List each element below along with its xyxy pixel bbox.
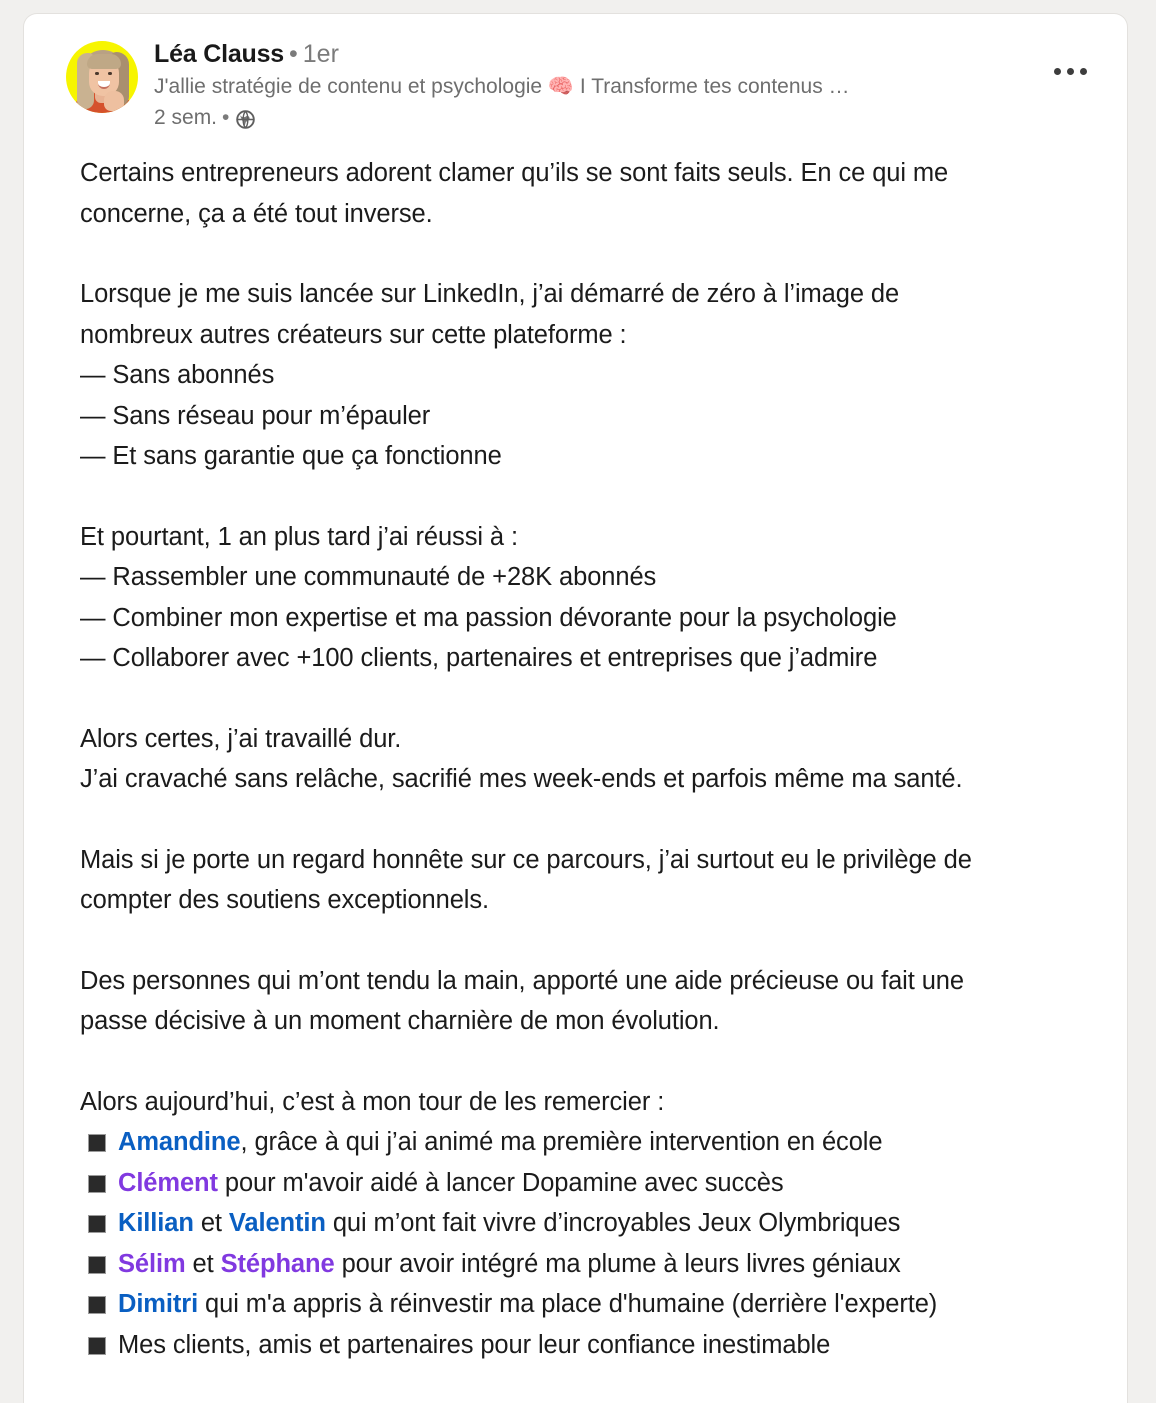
thanks-list-item: [80, 1163, 1071, 1204]
square-bullet-icon: [88, 1337, 106, 1355]
avatar-eye-left: [95, 72, 99, 75]
post-paragraph: Alors aujourd’hui, c’est à mon tour de les remercier :: [80, 1087, 665, 1116]
post-list-item: — Combiner mon expertise et ma passion dévorante pour la psychologie: [80, 603, 897, 632]
square-bullet-icon: [88, 1134, 106, 1152]
post-paragraph: Certains entrepreneurs adorent clamer qu’ils se sont faits seuls. En ce qui me: [80, 159, 949, 187]
ellipsis-dot-3: [1080, 68, 1087, 75]
post-body-text: [80, 153, 1071, 1365]
thanks-list-item-text: Sélim et Stéphane pour avoir intégré ma plume à leurs livres géniaux: [118, 1249, 901, 1278]
mention-link[interactable]: Amandine: [118, 1128, 241, 1156]
post-list-item: — Et sans garantie que ça fonctionne: [80, 442, 502, 470]
author-separator: •: [289, 40, 298, 68]
post-list-item: — Sans abonnés: [80, 361, 275, 389]
mention-link[interactable]: Stéphane: [220, 1249, 335, 1278]
mention-link[interactable]: Clément: [118, 1168, 218, 1197]
thanks-list-item: [80, 1203, 1071, 1244]
post-paragraph: Alors certes, j’ai travaillé dur.: [80, 724, 402, 753]
post-list-item: — Rassembler une communauté de +28K abonnés: [80, 563, 657, 591]
mention-link[interactable]: Valentin: [228, 1209, 326, 1237]
paragraph-spacer: [80, 800, 1071, 840]
post-list-item: — Sans réseau pour m’épauler: [80, 401, 431, 430]
post-paragraph: compter des soutiens exceptionnels.: [80, 886, 489, 914]
post-options-menu-button[interactable]: [1047, 56, 1093, 86]
mention-link[interactable]: Dimitri: [118, 1290, 199, 1318]
thanks-list-item: [80, 1122, 1071, 1163]
mention-link[interactable]: Killian: [118, 1209, 194, 1237]
square-bullet-icon: [88, 1175, 106, 1193]
thanks-list-item-text: Clément pour m'avoir aidé à lancer Dopamine avec succès: [118, 1168, 784, 1197]
paragraph-spacer: [80, 477, 1071, 517]
author-name[interactable]: Léa Clauss: [154, 40, 285, 68]
thanks-list-item: [80, 1325, 1071, 1366]
post-paragraph: Et pourtant, 1 an plus tard j’ai réussi à :: [80, 522, 518, 551]
square-bullet-icon: [88, 1215, 106, 1233]
ellipsis-dot-1: [1054, 68, 1061, 75]
thanks-list-item-text: Killian et Valentin qui m’ont fait vivre d’incroyables Jeux Olymbriques: [118, 1209, 901, 1237]
post-meta-line: [154, 105, 1127, 131]
post-paragraph: Lorsque je me suis lancée sur LinkedIn, j’ai démarré de zéro à l’image de: [80, 280, 900, 308]
connection-degree: 1er: [302, 40, 339, 68]
avatar-eye-right: [108, 72, 112, 75]
avatar[interactable]: [66, 41, 138, 113]
avatar-hand: [104, 91, 124, 111]
post-paragraph: concerne, ça a été tout inverse.: [80, 199, 433, 228]
avatar-fringe: [87, 54, 121, 69]
thanks-list-item: [80, 1284, 1071, 1325]
author-line: [154, 39, 1127, 69]
post-list-item: — Collaborer avec +100 clients, partenaires et entreprises que j’admire: [80, 644, 878, 672]
post-author-block: [154, 39, 1127, 131]
paragraph-spacer: [80, 234, 1071, 274]
author-headline: J'allie stratégie de contenu et psychologie 🧠 I Transforme tes contenus …: [154, 75, 850, 98]
square-bullet-icon: [88, 1256, 106, 1274]
globe-icon: [236, 110, 255, 129]
ellipsis-dot-2: [1067, 68, 1074, 75]
thanks-list-item-text: Dimitri qui m'a appris à réinvestir ma place d'humaine (derrière l'experte): [118, 1290, 938, 1318]
post-paragraph: J’ai cravaché sans relâche, sacrifié mes week-ends et parfois même ma santé.: [80, 765, 963, 793]
linkedin-post-card: [23, 13, 1128, 1403]
post-paragraph: passe décisive à un moment charnière de mon évolution.: [80, 1007, 720, 1035]
post-paragraph: nombreux autres créateurs sur cette plateforme :: [80, 320, 627, 349]
paragraph-spacer: [80, 921, 1071, 961]
mention-link[interactable]: Sélim: [118, 1249, 186, 1278]
post-paragraph: Mais si je porte un regard honnête sur ce parcours, j’ai surtout eu le privilège de: [80, 845, 972, 874]
thanks-list-item-text: Amandine, grâce à qui j’ai animé ma première intervention en école: [118, 1128, 883, 1156]
square-bullet-icon: [88, 1296, 106, 1314]
thanks-list-item: [80, 1244, 1071, 1285]
paragraph-spacer: [80, 679, 1071, 719]
post-timestamp: 2 sem.: [154, 106, 218, 129]
post-header: [24, 14, 1127, 131]
paragraph-spacer: [80, 1042, 1071, 1082]
meta-separator: •: [222, 106, 230, 129]
thanks-list-item-text: Mes clients, amis et partenaires pour leur confiance inestimable: [118, 1330, 831, 1359]
post-paragraph: Des personnes qui m’ont tendu la main, apporté une aide précieuse ou fait une: [80, 966, 964, 995]
thanks-list: [80, 1122, 1071, 1365]
